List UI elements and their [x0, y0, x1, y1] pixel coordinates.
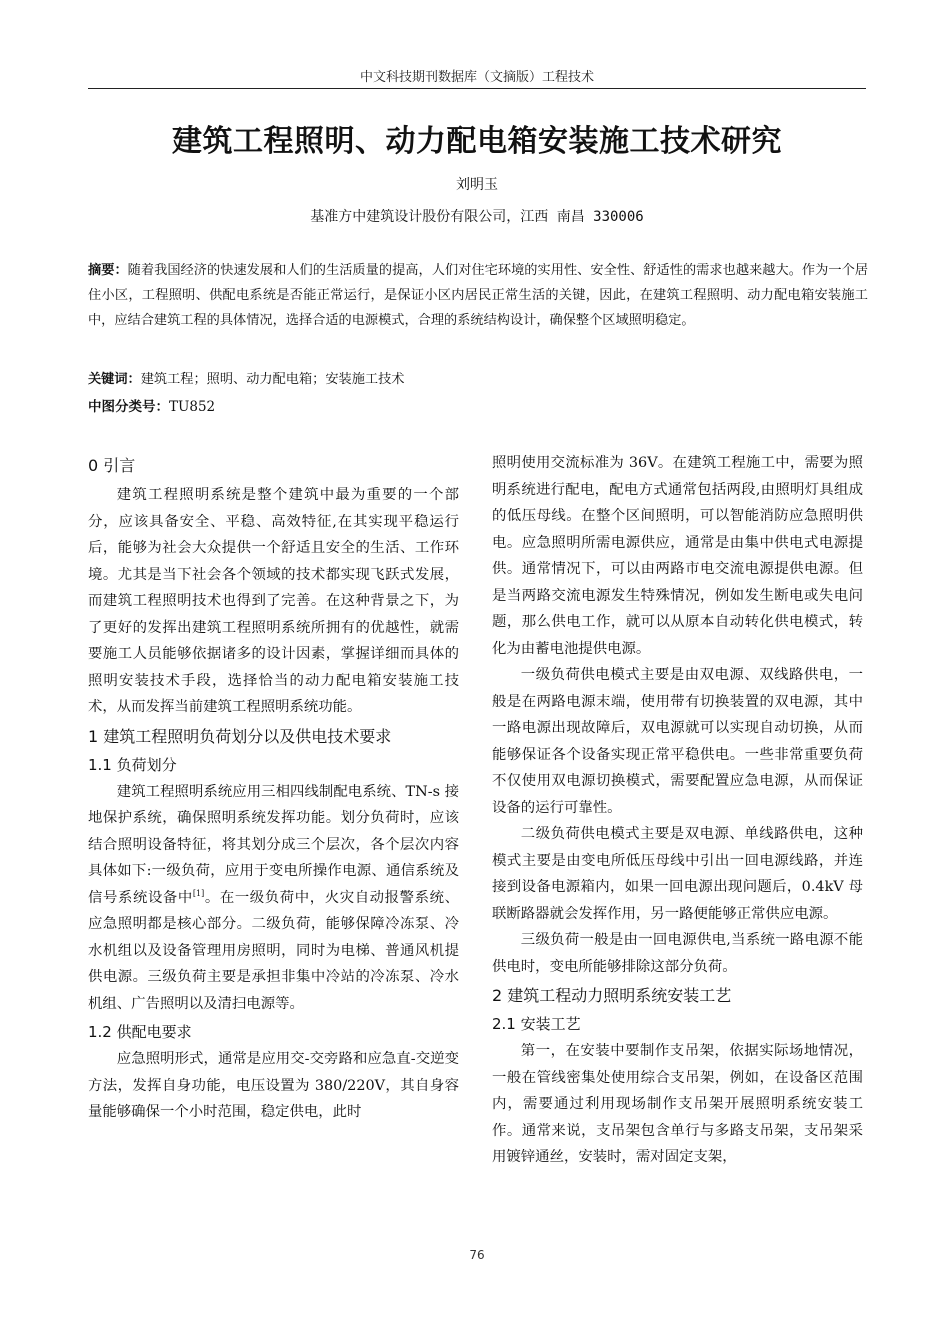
author-affiliation: 基准方中建筑设计股份有限公司，江西 南昌 330006: [310, 209, 644, 225]
section-1-2-paragraph: 应急照明形式，通常是应用交-交旁路和应急直-交逆变方法，发挥自身功能，电压设置为 380/220V，其自身容量能够确保一个小时范围，稳定供电，此时: [88, 1051, 459, 1120]
author-name: 刘明玉: [456, 177, 498, 193]
section-1-1-heading: 1.1 负荷划分: [88, 755, 177, 774]
right-paragraph-4: 三级负荷一般是由一回电源供电,当系统一路电源不能供电时，变电所能够排除这部分负荷。: [492, 932, 863, 975]
right-column: [492, 450, 863, 1171]
journal-header: 中文科技期刊数据库（文摘版）工程技术: [359, 70, 594, 85]
keywords-label: 关键词：: [88, 372, 141, 387]
section-2-heading: 2 建筑工程动力照明系统安装工艺: [492, 986, 732, 1005]
section-1-1-text-b: 。在一级负荷中，火灾自动报警系统、应急照明都是核心部分。二级负荷，能够保障冷冻泵、冷水机组以及设备管理用房照明，同时为电梯、普通风机提供电源。三级负荷主要是承担非集中冷站的冷冻泵、冷水机组、广告照明以及清扫电源等。: [88, 889, 459, 1012]
classification-text: TU852: [169, 399, 216, 415]
classification-label: 中图分类号：: [88, 399, 169, 415]
right-paragraph-1: 照明使用交流标准为 36V。在建筑工程施工中，需要为照明系统进行配电，配电方式通常包括两段,由照明灯具组成的低压母线。在整个区间照明，可以智能消防应急照明供电。应急照明所需电源供应，通常是由集中供电式电源提供。通常情况下，可以由两路市电交流电源提供电源。但是当两路交流电源发生特殊情况，例如发生断电或失电问题，那么供电工作，就可以从原本自动转化供电模式，转化为由蓄电池提供电源。: [492, 455, 863, 657]
article-title: 建筑工程照明、动力配电箱安装施工技术研究: [172, 124, 782, 159]
section-0-paragraph: 建筑工程照明系统是整个建筑中最为重要的一个部分，应该具备安全、平稳、高效特征,在其实现平稳运行后，能够为社会大众提供一个舒适且安全的生活、工作环境。尤其是当下社会各个领域的技术都实现飞跃式发展，而建筑工程照明技术也得到了完善。在这种背景之下，为了更好的发挥出建筑工程照明系统所拥有的优越性，就需要施工人员能够依据诸多的设计因素，掌握详细而具体的照明安装技术手段，选择恰当的动力配电箱安装施工技术，从而发挥当前建筑工程照明系统功能。: [88, 487, 459, 715]
right-paragraph-2: 一级负荷供电模式主要是由双电源、双线路供电，一般是在两路电源末端，使用带有切换装置的双电源，其中一路电源出现故障后，双电源就可以实现自动切换，从而能够保证各个设备实现正常平稳供电。一些非常重要负荷不仅使用双电源切换模式，需要配置应急电源，从而保证设备的运行可靠性。: [492, 667, 863, 816]
keywords-text: 建筑工程；照明、动力配电箱；安装施工技术: [140, 372, 405, 387]
page-number: 76: [469, 1248, 485, 1262]
section-1-2-heading: 1.2 供配电要求: [88, 1023, 192, 1041]
abstract-text: 随着我国经济的快速发展和人们的生活质量的提高，人们对住宅环境的实用性、安全性、舒适性的需求也越来越大。作为一个居住小区，工程照明、供配电系统是否能正常运行，是保证小区内居民正常生活的关键，因此，在建筑工程照明、动力配电箱安装施工中，应结合建筑工程的具体情况，选择合适的电源模式，合理的系统结构设计，确保整个区域照明稳定。: [88, 263, 869, 328]
section-0-heading: 0 引言: [88, 456, 136, 475]
left-column: [88, 450, 459, 1126]
abstract-label: 摘要：: [88, 263, 128, 278]
section-1-heading: 1 建筑工程照明负荷划分以及供电技术要求: [88, 726, 392, 746]
section-2-1-heading: 2.1 安装工艺: [492, 1015, 581, 1033]
section-1-1-text-a: 建筑工程照明系统应用三相四线制配电系统、TN-s 接地保护系统，确保照明系统发挥功能。划分负荷时，应该结合照明设备特征，将其划分成三个层次，各个层次内容具体如下:一级负荷，应用于变电所操作电源、通信系统及信号系统设备中: [88, 783, 459, 906]
section-2-1-paragraph: 第一，在安装中要制作支吊架，依据实际场地情况，一般在管线密集处使用综合支吊架，例如，在设备区范围内，需要通过利用现场制作支吊架开展照明系统安装工作。通常来说，支吊架包含单行与多路支吊架，支吊架采用镀锌通丝，安装时，需对固定支架，: [492, 1043, 863, 1165]
abstract: [88, 258, 868, 333]
section-1-1-paragraph: [88, 779, 459, 1018]
citation-ref: [1]: [192, 888, 205, 898]
classification: [88, 397, 868, 417]
keywords: [88, 370, 868, 390]
header-rule: [88, 88, 866, 89]
right-paragraph-3: 二级负荷供电模式主要是双电源、单线路供电，这种模式主要是由变电所低压母线中引出一回电源线路，并连接到设备电源箱内，如果一回电源出现问题后，0.4kV 母联断路器就会发挥作用，另一路便能够正常供应电源。: [492, 826, 863, 922]
